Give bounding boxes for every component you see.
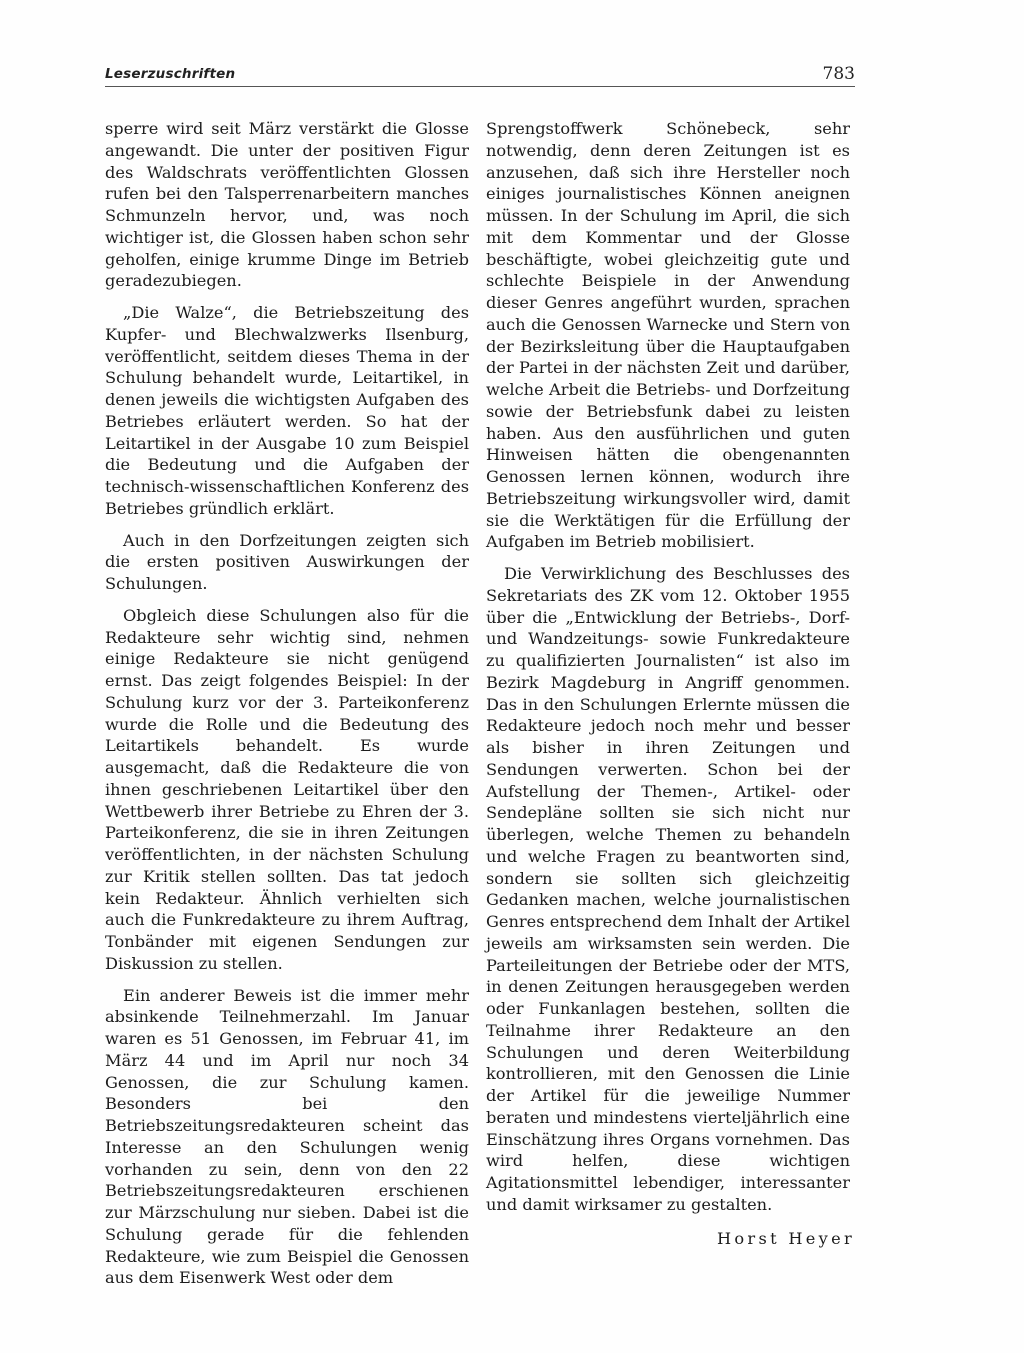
page-header <box>105 64 855 90</box>
paragraph: Auch in den Dorfzeitungen zeigten sich die ersten positiven Auswirkungen der Schulungen. <box>105 530 469 593</box>
paragraph: Ein anderer Beweis ist die immer mehr absinkende Teilnehmerzahl. Im Januar waren es 51 Genossen, im Februar 41, im März 44 und im April nur noch 34 Genossen, die zur Schulung kamen. Besonders bei den Betriebszeitungsredakteuren scheint das Interesse an den Schulungen wenig vorhanden zu sein, denn von den 22 Betriebszeitungsredakteuren erschienen zur Märzschulung nur sieben. Dabei ist die Schulung gerade für die fehlenden Redakteure, wie zum Beispiel die Genossen aus dem Eisenwerk West oder dem <box>105 985 469 1288</box>
paragraph: sperre wird seit März verstärkt die Glosse angewandt. Die unter der positiven Figur des Waldschrats veröffentlichten Glossen rufen bei den Talsperrenarbeitern manches Schmunzeln hervor, und, was noch wichtiger ist, die Glossen haben schon sehr geholfen, einige krumme Dinge im Betrieb geradezubiegen. <box>105 119 469 291</box>
paragraph: Sprengstoffwerk Schönebeck, sehr notwendig, denn deren Zeitungen ist es anzusehen, daß sich ihre Hersteller noch einiges journalistisches Können aneignen müssen. In der Schulung im April, die sich mit dem Kommentar und der Glosse beschäftigte, wobei gleichzeitig gute und schlechte Beispiele in der Anwendung dieser Genres angeführt wurden, sprachen auch die Genossen Warnecke und Stern von der Bezirksleitung über die Hauptaufgaben der Partei in der nächsten Zeit und darüber, welche Arbeit die Betriebs- und Dorfzeitung sowie der Betriebsfunk dabei zu leisten haben. Aus den ausführlichen und guten Hinweisen hätten die obengenannten Genossen lernen können, wodurch ihre Betriebszeitung wirkungsvoller wird, damit sie die Werktätigen für die Erfüllung der Aufgaben im Betrieb mobilisiert. <box>486 119 850 552</box>
section-title: Leserzuschriften <box>105 66 236 82</box>
header-divider <box>105 86 855 87</box>
author-signature: Horst Heyer <box>716 1229 855 1248</box>
page-number: 783 <box>822 64 855 84</box>
right-column <box>486 118 850 1216</box>
paragraph: „Die Walze“, die Betriebszeitung des Kupfer- und Blechwalzwerks Ilsenburg, veröffentlicht, seitdem dieses Thema in der Schulung behandelt wurde, Leitartikel, in denen jeweils die wichtigsten Aufgaben des Betriebes erläutert werden. So hat der Leitartikel in der Ausgabe 10 zum Beispiel die Bedeutung und die Aufgaben der technisch-wissenschaftlichen Konferenz des Betriebes gründlich erklärt. <box>105 303 469 518</box>
paragraph: Die Verwirklichung des Beschlusses des Sekretariats des ZK vom 12. Oktober 1955 über die „Entwicklung der Betriebs-, Dorf- und Wandzeitungs- sowie Funkredakteure zu qualifizierten Journalisten“ ist also im Bezirk Magdeburg in Angriff genommen. Das in den Schulungen Erlernte müssen die Redakteure jedoch noch mehr und besser als bisher in ihren Zeitungen und Sendungen verwerten. Schon bei der Aufstellung der Themen-, Artikel- oder Sendepläne sollten sie sich nicht nur überlegen, welche Themen zu behandeln und welche Fragen zu beantworten sind, sondern sie sollten sich gleichzeitig Gedanken machen, welche journalistischen Genres entsprechend dem Inhalt der Artikel jeweils am wirksamsten sein werden. Die Parteileitungen der Betriebe oder der MTS, in denen Zeitungen herausgegeben werden oder Funkanlagen bestehen, sollten die Teilnahme ihrer Redakteure an den Schulungen und deren Weiterbildung kontrollieren, mit den Genossen die Linie der Artikel für die jeweilige Nummer beraten und mindestens vierteljährlich eine Einschätzung ihres Organs vornehmen. Das wird helfen, diese wichtigen Agitationsmittel lebendiger, interessanter und damit wirksamer zu gestalten. <box>486 564 850 1214</box>
left-column <box>105 118 469 1289</box>
paragraph: Obgleich diese Schulungen also für die Redakteure sehr wichtig sind, nehmen einige Redakteure sie nicht genügend ernst. Das zeigt folgendes Beispiel: In der Schulung kurz vor der 3. Parteikonferenz wurde die Rolle und die Bedeutung des Leitartikels behandelt. Es wurde ausgemacht, daß die Redakteure die von ihnen geschriebenen Leitartikel über den Wettbewerb ihrer Betriebe zu Ehren der 3. Parteikonferenz, die sie in ihren Zeitungen veröffentlichten, in der nächsten Schulung zur Kritik stellen sollten. Das tat jedoch kein Redakteur. Ähnlich verhielten sich auch die Funkredakteure zu ihrem Auftrag, Tonbänder mit eigenen Sendungen zur Diskussion zu stellen. <box>105 605 469 973</box>
